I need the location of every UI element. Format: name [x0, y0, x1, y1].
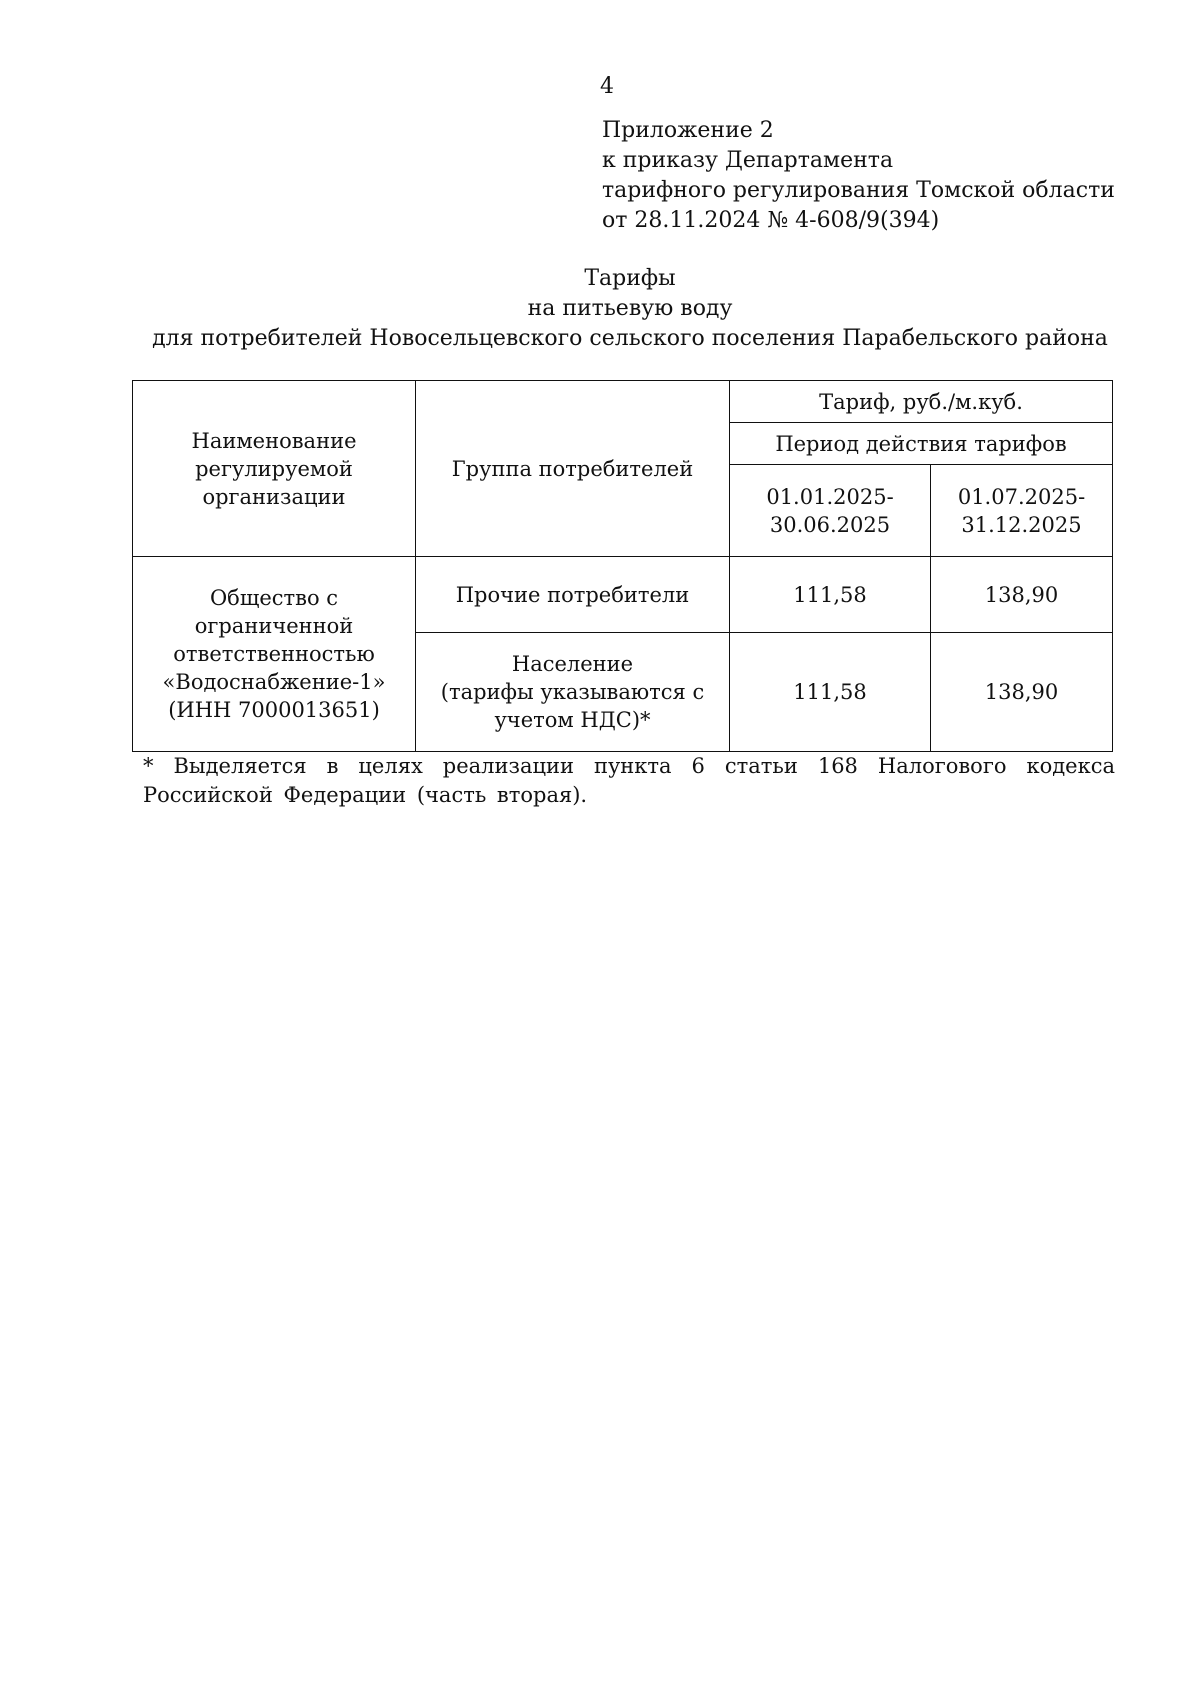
tariff-value-cell: 138,90 — [931, 557, 1113, 633]
document-title — [130, 264, 1130, 354]
consumer-group-line: Население — [511, 652, 634, 676]
header-tariff-period: Период действия тарифов — [730, 423, 1113, 465]
organization-cell — [133, 557, 416, 752]
header-period-1 — [730, 465, 931, 557]
appendix-line: от 28.11.2024 № 4-608/9(394) — [602, 208, 940, 233]
organization-line: ответственностью — [173, 642, 375, 666]
header-period-2 — [931, 465, 1113, 557]
header-consumer-group: Группа потребителей — [416, 381, 730, 557]
header-org-name: Наименование регулируемой организации — [133, 381, 416, 557]
consumer-group-line: (тарифы указываются с — [440, 680, 705, 704]
tariff-value-cell: 111,58 — [730, 633, 931, 752]
period-2-end: 31.12.2025 — [961, 512, 1082, 537]
title-line: Тарифы — [584, 266, 676, 291]
appendix-line: тарифного регулирования Томской области — [602, 178, 1115, 203]
consumer-group-line: учетом НДС)* — [494, 708, 651, 732]
organization-line: Общество с — [209, 586, 339, 610]
period-1-start: 01.01.2025- — [766, 484, 894, 509]
period-1-end: 30.06.2025 — [769, 512, 891, 537]
appendix-reference — [602, 116, 1162, 236]
tariff-value-cell: 138,90 — [931, 633, 1113, 752]
consumer-group-cell — [416, 557, 730, 633]
period-2-start: 01.07.2025- — [957, 484, 1086, 509]
footnote: * Выделяется в целях реализации пункта 6 статьи 168 Налогового кодекса Российской Федерации (часть вторая). — [143, 754, 1115, 807]
tariff-table — [132, 380, 1113, 752]
consumer-group-line: Прочие потребители — [455, 582, 690, 607]
appendix-line: Приложение 2 — [602, 118, 774, 143]
title-line: для потребителей Новосельцевского сельского поселения Парабельского района — [152, 326, 1108, 351]
consumer-group-cell — [416, 633, 730, 752]
organization-line: «Водоснабжение-1» — [162, 670, 386, 694]
organization-line: (ИНН 7000013651) — [168, 698, 380, 722]
page-number: 4 — [600, 74, 614, 99]
table-row — [133, 557, 1113, 633]
appendix-line: к приказу Департамента — [602, 148, 894, 173]
tariff-value-cell: 111,58 — [730, 557, 931, 633]
header-tariff-unit: Тариф, руб./м.куб. — [730, 381, 1113, 423]
title-line: на питьевую воду — [527, 296, 733, 321]
organization-line: ограниченной — [194, 614, 354, 638]
